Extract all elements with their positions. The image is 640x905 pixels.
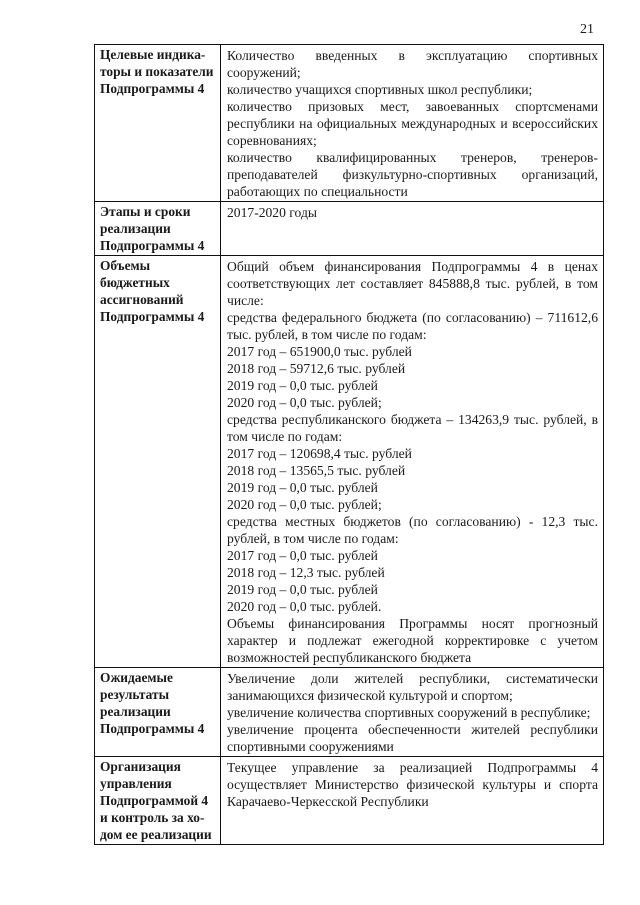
content-line: количество квалифицированных тренеров, тренеров-преподавателей физкультурно-спортивных организаций, работающих по специальности [227,150,598,199]
label-line: дом ее реализации [100,826,212,842]
label-line: ассигнований [100,291,184,307]
content-line: 2017 год – 120698,4 тыс. рублей [227,446,412,462]
label-line: Организация [100,759,181,775]
row-content-indicators [221,45,604,202]
label-line: Подпрограммы 4 [100,80,205,96]
table-row-management [95,757,604,845]
label-line: Объемы [100,258,151,274]
label-line: результаты [100,687,170,703]
content-line: увеличение процента обеспеченности жителей республики спортивными сооружениями [227,722,598,755]
table-row-funding [95,256,604,668]
table-row-indicators [95,45,604,202]
page-number: 21 [580,22,594,37]
content-line: Увеличение доли жителей республики, систематически занимающихся физической культурой и спортом; [227,671,598,704]
label-line: Ожидаемые [100,670,173,686]
row-label-stages [95,202,221,256]
label-line: Подпрограммой 4 [100,792,209,808]
content-line: Количество введенных в эксплуатацию спортивных сооружений; [227,48,598,80]
row-label-funding [95,256,221,668]
label-line: управления [100,776,172,792]
row-content-management [221,757,604,845]
label-line: бюджетных [100,275,170,291]
row-label-expected-results [95,668,221,757]
row-content-funding [221,256,604,668]
content-line: Текущее управление за реализацией Подпрограммы 4 осуществляет Министерство физической культуры и спорта Карачаево-Черкесской Республики [227,760,598,810]
label-line: Подпрограммы 4 [100,720,205,736]
content-line: увеличение количества спортивных сооружений в республике; [227,705,591,721]
content-line: 2019 год – 0,0 тыс. рублей [227,480,378,496]
table-row-stages [95,202,604,256]
content-line: Объемы финансирования Программы носят прогнозный характер и подлежат ежегодной корректировке с учетом возможностей республиканского бюджета [227,616,598,666]
content-line: 2020 год – 0,0 тыс. рублей; [227,395,382,411]
content-line: 2019 год – 0,0 тыс. рублей [227,582,378,598]
label-line: торы и показатели [100,63,214,79]
content-line: 2018 год – 59712,6 тыс. рублей [227,361,406,377]
passport-table [94,44,604,845]
content-line: 2019 год – 0,0 тыс. рублей [227,378,378,394]
content-line: количество учащихся спортивных школ республики; [227,82,533,97]
content-line: 2017-2020 годы [227,205,317,220]
label-line: реализации [100,703,171,719]
content-line: количество призовых мест, завоеванных спортсменами республики на официальных международных и всероссийских соревнованиях; [227,99,598,148]
label-line: Этапы и сроки [100,204,191,219]
content-line: 2018 год – 13565,5 тыс. рублей [227,463,406,479]
label-line: Целевые индика- [100,47,206,62]
content-line: 2020 год – 0,0 тыс. рублей; [227,497,382,513]
label-line: и контроль за хо- [100,809,205,825]
table-row-expected-results [95,668,604,757]
label-line: Подпрограммы 4 [100,308,205,324]
row-content-expected-results [221,668,604,757]
content-line: средства местных бюджетов (по согласованию) - 12,3 тыс. рублей, в том числе по годам: [227,514,598,547]
content-line: средства республиканского бюджета – 134263,9 тыс. рублей, в том числе по годам: [227,412,598,445]
content-line: 2020 год – 0,0 тыс. рублей. [227,599,382,615]
row-content-stages [221,202,604,256]
row-label-management [95,757,221,845]
content-line: Общий объем финансирования Подпрограммы 4 в ценах соответствующих лет составляет 845888,8 тыс. рублей, в том числе: [227,259,598,309]
content-line: средства федерального бюджета (по согласованию) – 711612,6 тыс. рублей, в том числе по годам: [227,310,598,343]
row-label-indicators [95,45,221,202]
content-line: 2018 год – 12,3 тыс. рублей [227,565,385,581]
label-line: Подпрограммы 4 [100,237,205,253]
label-line: реализации [100,220,171,236]
content-line: 2017 год – 0,0 тыс. рублей [227,548,378,564]
content-line: 2017 год – 651900,0 тыс. рублей [227,344,412,360]
